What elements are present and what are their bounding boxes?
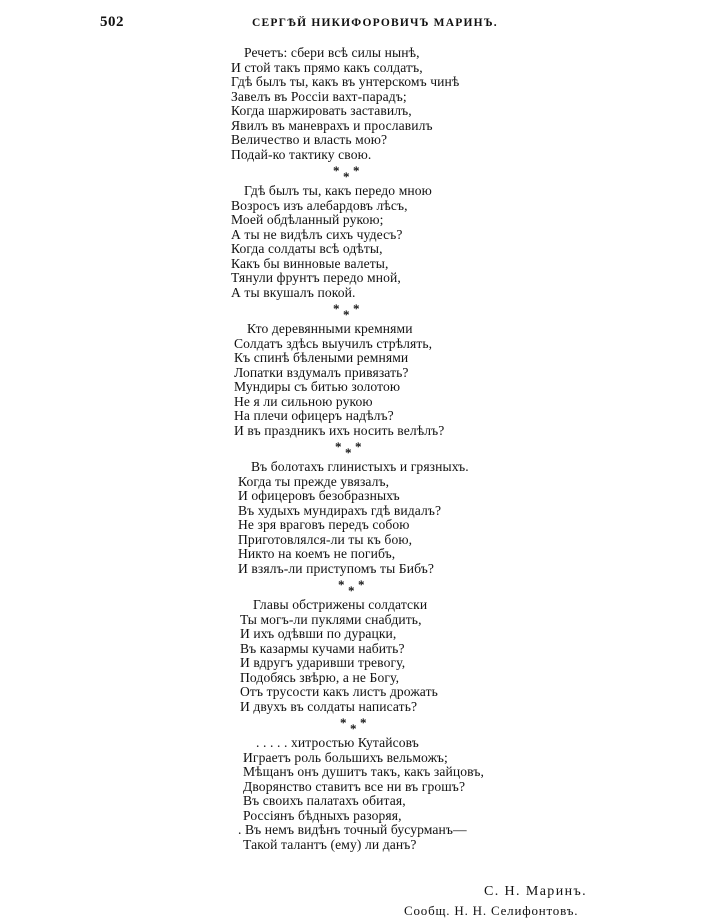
poem-line: Подобясь звѣрю, а не Богу, — [240, 669, 400, 685]
poem-line: А ты не видѣлъ сихъ чудесъ? — [231, 226, 403, 242]
poem-line: Приготовлялся-ли ты къ бою, — [238, 531, 413, 547]
poem-line: Ты могъ-ли пуклями снабдить, — [240, 611, 422, 627]
poem-line: Такой талантъ (ему) ли данъ? — [243, 836, 417, 852]
poem-line: Главы обстрижены солдатски — [253, 597, 428, 612]
poem-line: Къ спинѣ бѣлеными ремнями — [234, 350, 409, 365]
poem-line: Россіянъ бѣдныхъ разоряя, — [243, 807, 402, 823]
poem-line: Гдѣ былъ ты, какъ въ унтерскомъ чинѣ — [231, 74, 460, 89]
poem-line: Никто на коемъ не погибъ, — [238, 546, 396, 561]
stanza-6 — [0, 736, 711, 852]
asterism-divider: * * * — [335, 439, 362, 460]
asterism-divider: * * * — [333, 301, 360, 322]
poem-line: Гдѣ былъ ты, какъ передо мною — [244, 183, 432, 198]
poem-line: И стой такъ прямо какъ солдатъ, — [231, 59, 423, 75]
poem-line: Солдатъ здѣсь выучилъ стрѣлять, — [234, 335, 433, 351]
stanza-3 — [0, 322, 711, 438]
poem-line: Моей обдѣланный рукою; — [231, 212, 384, 227]
footer-fragment: Сообщ. Н. Н. Селифонтовъ. — [404, 903, 579, 918]
poem-line: Въ казармы кучами набить? — [240, 640, 405, 656]
poem-line: На плечи офицеръ надѣлъ? — [234, 408, 394, 423]
asterism-divider: * * * — [333, 163, 360, 184]
stanza-1 — [0, 46, 711, 162]
poem-line: А ты вкушалъ покой. — [231, 284, 356, 300]
poem-body — [0, 46, 711, 852]
poem-line: И офицеровъ безобразныхъ — [238, 488, 400, 503]
poem-line: Въ худыхъ мундирахъ гдѣ видалъ? — [238, 502, 442, 518]
poem-line: Въ болотахъ глинистыхъ и грязныхъ. — [251, 459, 469, 474]
poem-line: Играетъ роль большихъ вельможъ; — [243, 749, 448, 765]
poem-line: Не я ли сильною рукою — [234, 393, 373, 409]
stanza-5 — [0, 598, 711, 714]
poem-line: Подай-ко тактику свою. — [231, 146, 372, 162]
poem-line: Отъ трусости какъ листъ дрожать — [240, 684, 438, 699]
running-head: СЕРГѢЙ НИКИФОРОВИЧЪ МАРИНЪ. — [252, 17, 498, 29]
poem-line: И въ праздникъ ихъ носить велѣлъ? — [234, 422, 445, 438]
poem-line: И взялъ-ли приступомъ ты Бибъ? — [238, 560, 435, 576]
poem-line: Кто деревянными кремнями — [247, 321, 413, 336]
poem-line: Величество и власть мою? — [231, 132, 388, 147]
stanza-4 — [0, 460, 711, 576]
poem-line: Какъ бы винновые валеты, — [231, 255, 389, 271]
poem-line: Когда солдаты всѣ одѣты, — [231, 241, 383, 256]
page-number: 502 — [100, 14, 124, 30]
poem-line: Лопатки вздумалъ привязать? — [234, 364, 409, 380]
poem-line: И двухъ въ солдаты написать? — [240, 698, 418, 714]
poem-line: Возросъ изъ алебардовъ лѣсъ, — [231, 197, 408, 213]
poem-line: . Въ немъ видѣнъ точный бусурманъ— — [238, 822, 467, 837]
poem-line: Когда шаржировать заставилъ, — [231, 103, 412, 118]
poem-line: . . . . . хитростью Кутайсовъ — [256, 735, 419, 750]
poem-line: Тянули фрунтъ передо мной, — [231, 270, 401, 285]
poem-line: Завелъ въ Россіи вахт-парадъ; — [231, 88, 407, 104]
poem-line: Мѣщанъ онъ душитъ такъ, какъ зайцовъ, — [243, 764, 484, 779]
poem-line: Не зря враговъ передъ собою — [238, 517, 410, 532]
stanza-2 — [0, 184, 711, 300]
asterism-divider: * * * — [338, 577, 365, 598]
poem-line: И ихъ одѣвши по дурацки, — [240, 626, 397, 641]
poem-line: Дворянство ставитъ все ни въ грошъ? — [243, 778, 466, 794]
poem-line: Явилъ въ маневрахъ и прославилъ — [231, 117, 433, 133]
author-signature: С. Н. Маринъ. — [484, 884, 588, 899]
poem-line: И вдругъ ударивши тревогу, — [240, 655, 406, 670]
poem-line: Речетъ: сбери всѣ силы нынѣ, — [244, 45, 420, 60]
poem-line: Въ своихъ палатахъ обитая, — [243, 793, 406, 808]
asterism-divider: * * * — [340, 715, 367, 736]
poem-line: Когда ты прежде увязалъ, — [238, 473, 390, 489]
poem-line: Мундиры съ битью золотою — [234, 379, 401, 394]
